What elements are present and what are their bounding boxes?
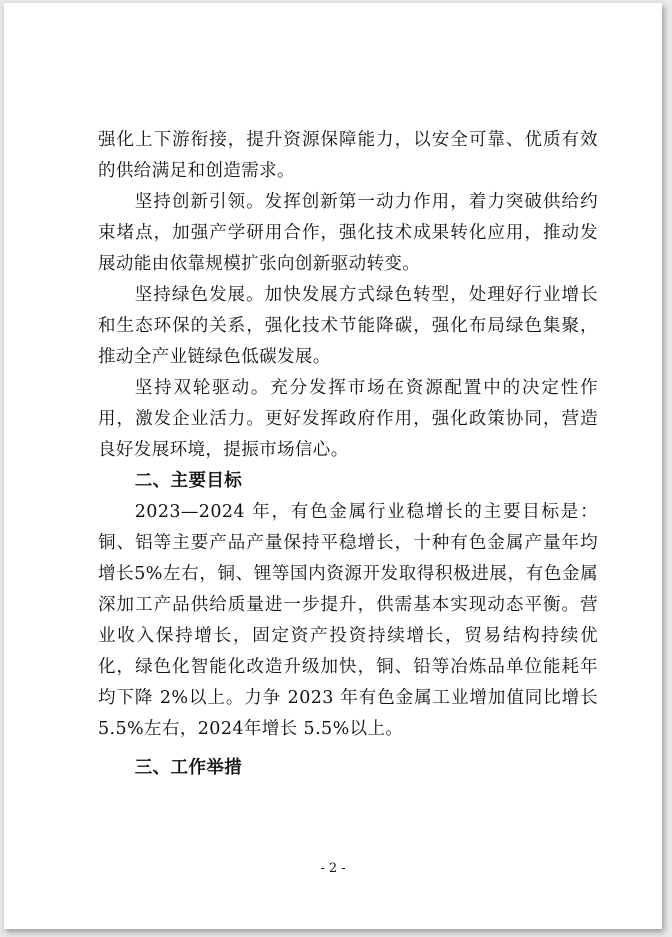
- paragraph-dual-drive: 坚持双轮驱动。充分发挥市场在资源配置中的决定性作用，激发企业活力。更好发挥政府作用，强化政策协同，营造良好发展环境，提振市场信心。: [98, 378, 598, 460]
- paragraph-innovation: 坚持创新引领。发挥创新第一动力作用，着力突破供给约束堵点，加强产学研用合作，强化技术成果转化应用，推动发展动能由依靠规模扩张向创新驱动转变。: [98, 192, 598, 274]
- section-heading-work-measures: 三、工作举措: [134, 758, 243, 778]
- section-heading-main-goals: 二、主要目标: [134, 471, 243, 491]
- document-body: [98, 125, 598, 784]
- document-page: [4, 3, 662, 929]
- paragraph-green-development: 坚持绿色发展。加快发展方式绿色转型，处理好行业增长和生态环保的关系，强化技术节能降碳，强化布局绿色集聚，推动全产业链绿色低碳发展。: [98, 285, 598, 367]
- paragraph-supply-chain: 强化上下游衔接，提升资源保障能力，以安全可靠、优质有效的供给满足和创造需求。: [98, 130, 598, 181]
- paragraph-main-goals: 2023—2024 年，有色金属行业稳增长的主要目标是：铜、铝等主要产品产量保持平稳增长，十种有色金属产量年均增长5%左右，铜、锂等国内资源开发取得积极进展，有色金属深加工产品供给质量进一步提升，供需基本实现动态平衡。营业收入保持增长，固定资产投资持续增长，贸易结构持续优化，绿色化智能化改造升级加快，铜、铅等冶炼品单位能耗年均下降 2%以上。力争 2023 年有色金属工业增加值同比增长 5.5%左右，2024年增长 5.5%以上。: [98, 502, 598, 739]
- page-number: - 2 -: [320, 861, 346, 876]
